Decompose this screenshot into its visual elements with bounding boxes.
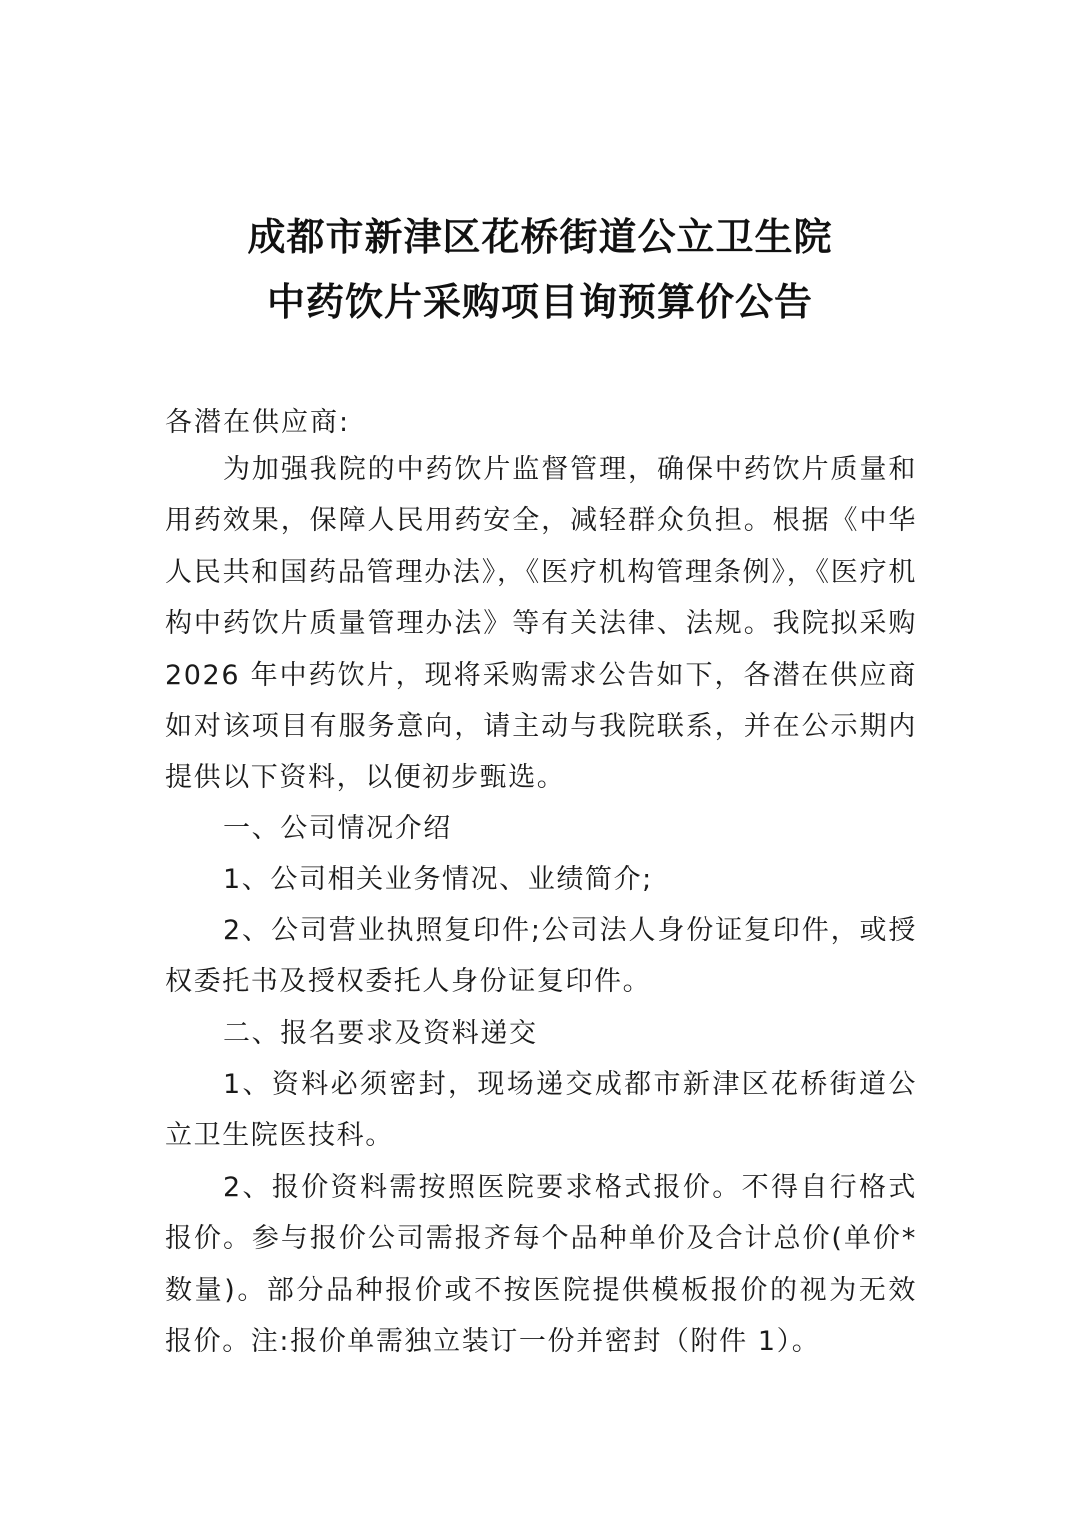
section-2-item-1: 1、资料必须密封，现场递交成都市新津区花桥街道公立卫生院医技科。 bbox=[165, 1069, 917, 1152]
section-2-item-2: 2、报价资料需按照医院要求格式报价。不得自行格式报价。参与报价公司需报齐每个品种单价及合计总价(单价*数量)。部分品种报价或不按医院提供模板报价的视为无效报价。注:报价单需独立装订一份并密封（附件 1）。 bbox=[165, 1172, 917, 1358]
section-1-item-1: 1、公司相关业务情况、业绩简介; bbox=[223, 864, 653, 895]
section-2-heading: 二、报名要求及资料递交 bbox=[223, 1018, 538, 1049]
section-1-heading: 一、公司情况介绍 bbox=[223, 813, 452, 844]
salutation: 各潜在供应商: bbox=[165, 407, 351, 438]
document-title-line-2: 中药饮片采购项目询预算价公告 bbox=[266, 279, 813, 324]
section-1-item-2: 2、公司营业执照复印件;公司法人身份证复印件，或授权委托书及授权委托人身份证复印件。 bbox=[165, 915, 917, 998]
intro-paragraph: 为加强我院的中药饮片监督管理，确保中药饮片质量和用药效果，保障人民用药安全，减轻群众负担。根据《中华人民共和国药品管理办法》，《医疗机构管理条例》，《医疗机构中药饮片质量管理办法》等有关法律、法规。我院拟采购 2026 年中药饮片，现将采购需求公告如下，各潜在供应商如对该项目有服务意向，请主动与我院联系，并在公示期内提供以下资料，以便初步甄选。 bbox=[165, 454, 917, 794]
document-title-line-1: 成都市新津区花桥街道公立卫生院 bbox=[247, 214, 833, 259]
